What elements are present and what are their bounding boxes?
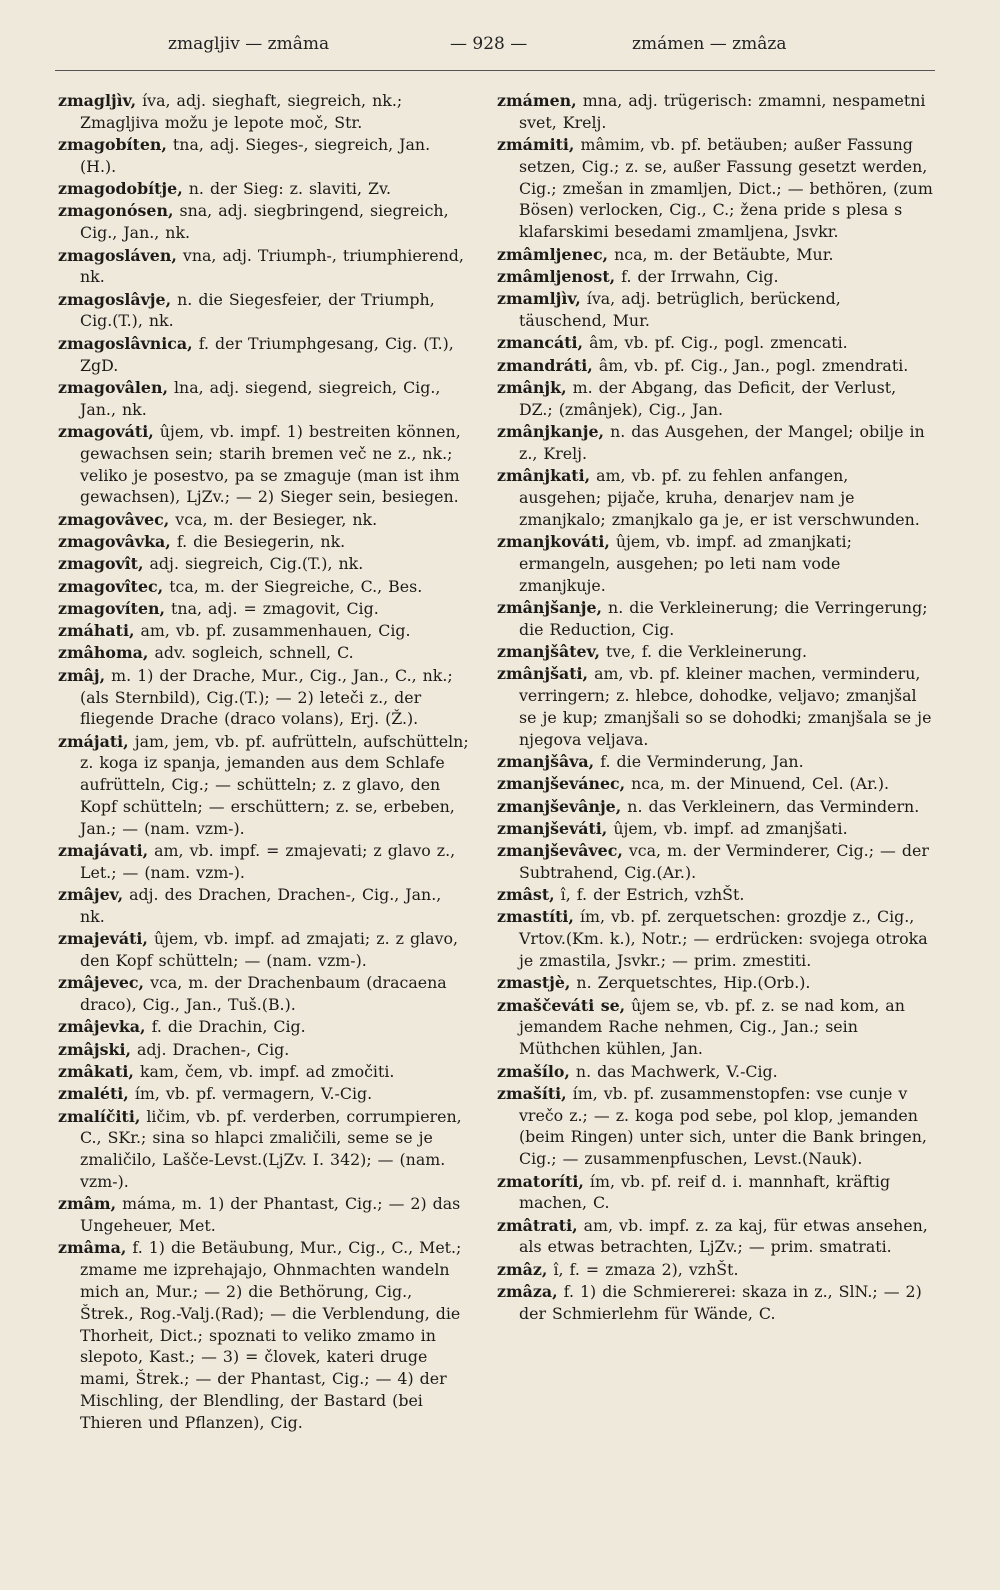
definition: âm, vb. pf. Cig., Jan., pogl. zmendrati. xyxy=(598,355,909,375)
dictionary-entry xyxy=(497,266,933,288)
headword: zmânjkati, xyxy=(497,466,591,486)
dictionary-entry xyxy=(58,1039,470,1061)
headword: zmajávati, xyxy=(58,841,149,861)
dictionary-entry xyxy=(497,818,933,840)
left-column xyxy=(58,90,470,1434)
dictionary-entry xyxy=(58,731,470,840)
definition: n. Zerquetschtes, Hip.(Orb.). xyxy=(576,973,811,993)
definition: vna, adj. Triumph-, triumphierend, nk. xyxy=(80,245,464,287)
dictionary-entry xyxy=(58,134,470,178)
dictionary-entry xyxy=(58,642,470,664)
dictionary-entry xyxy=(58,598,470,620)
headword: zmâj, xyxy=(58,665,106,685)
dictionary-entry xyxy=(58,1237,470,1433)
headword: zmânjšati, xyxy=(497,664,589,684)
dictionary-entry xyxy=(58,620,470,642)
dictionary-entry xyxy=(497,1281,933,1325)
headword: zmâjevec, xyxy=(58,973,145,993)
headword: zmaléti, xyxy=(58,1084,129,1104)
definition: n. das Ausgehen, der Mangel; obilje in z., Krelj. xyxy=(519,421,925,463)
dictionary-entry xyxy=(497,421,933,465)
headword: zmáhati, xyxy=(58,621,135,641)
headword: zmânjšanje, xyxy=(497,597,603,617)
headword: zmâjevka, xyxy=(58,1017,146,1037)
definition: ím, vb. pf. reif d. i. mannhaft, kräftig machen, C. xyxy=(519,1171,891,1213)
definition: f. 1) die Betäubung, Mur., Cig., C., Met.; zmame me izprehajajo, Ohnmachten wandeln mich an, Mur.; — 2) die Bethörung, Cig., Štrek., Rog.-Valj.(Rad); — die Verblendung, die Thorheit, Dict.; spoznati to veliko zmamo in slepoto, Kast.; — 3) = človek, kateri druge mami, Štrek.; — der Phantast, Cig.; — 4) der Mischling, der Blendling, der Bastard (bei Thieren und Pflanzen), Cig. xyxy=(80,1238,462,1432)
definition: am, vb. pf. zu fehlen anfangen, ausgehen; pijače, kruha, denarjev nam je zmanjkalo; zmanjkalo ga je, er ist verschwunden. xyxy=(519,466,920,529)
headword: zmânjkanje, xyxy=(497,421,605,441)
definition: ûjem, vb. impf. ad zmanjšati. xyxy=(613,818,848,838)
headword: zmagovît, xyxy=(58,554,144,574)
definition: ím, vb. pf. vermagern, V.-Cig. xyxy=(134,1084,373,1104)
definition: m. der Abgang, das Deficit, der Verlust, DZ.; (zmânjek), Cig., Jan. xyxy=(519,377,897,419)
headword: zmamljìv, xyxy=(497,289,581,309)
definition: f. die Verminderung, Jan. xyxy=(600,751,804,771)
definition: nca, m. der Betäubte, Mur. xyxy=(614,244,834,264)
definition: âm, vb. pf. Cig., pogl. zmencati. xyxy=(589,333,848,353)
headword: zmâza, xyxy=(497,1282,558,1302)
headword: zmâkati, xyxy=(58,1062,134,1082)
dictionary-entry xyxy=(497,531,933,596)
headword: zmagoslâvnica, xyxy=(58,333,193,353)
definition: î, f. der Estrich, vzhŠt. xyxy=(560,885,745,905)
headword: zmâm, xyxy=(58,1194,117,1214)
headword: zmatoríti, xyxy=(497,1171,584,1191)
definition: adj. siegreich, Cig.(T.), nk. xyxy=(149,554,364,574)
header-rule xyxy=(55,70,935,71)
headword: zmagovîtec, xyxy=(58,576,164,596)
definition: mâmim, vb. pf. betäuben; außer Fassung setzen, Cig.; z. se, außer Fassung gesetzt werden, Cig.; zmešan in zmamljen, Dict.; — bethören, (zum Bösen) verlocken, Cig., C.; žena pride s plesa s klafarskimi besedami zmamljena, Jsvkr. xyxy=(519,135,933,242)
headword: zmaščeváti se, xyxy=(497,995,626,1015)
dictionary-entry xyxy=(58,928,470,972)
headword: zmámen, xyxy=(497,91,577,110)
running-header xyxy=(0,30,1000,62)
dictionary-entry xyxy=(58,1016,470,1038)
dictionary-entry xyxy=(497,972,933,994)
dictionary-entry xyxy=(497,751,933,773)
dictionary-entry xyxy=(497,796,933,818)
definition: am, vb. pf. zusammenhauen, Cig. xyxy=(140,621,411,641)
headword: zmagovíten, xyxy=(58,598,166,618)
headword: zmagodobítje, xyxy=(58,179,183,199)
definition: ûjem, vb. impf. ad zmajati; z. z glavo, den Kopf schütteln; — (nam. vzm-). xyxy=(80,929,459,971)
headword: zmagosláven, xyxy=(58,245,177,265)
definition: vca, m. der Besieger, nk. xyxy=(175,509,378,529)
dictionary-entry xyxy=(497,90,933,134)
definition: tca, m. der Siegreiche, C., Bes. xyxy=(169,576,423,596)
dictionary-entry xyxy=(58,200,470,244)
headword: zmagobíten, xyxy=(58,135,167,155)
definition: vca, m. der Drachenbaum (dracaena draco), Cig., Jan., Tuš.(B.). xyxy=(80,973,447,1015)
headword: zmâma, xyxy=(58,1238,127,1258)
definition: am, vb. impf. z. za kaj, für etwas ansehen, als etwas betrachten, LjZv.; — prim. smatrati. xyxy=(519,1215,928,1257)
dictionary-entry xyxy=(58,1061,470,1083)
definition: f. 1) die Schmiererei: skaza in z., SlN.; — 2) der Schmierlehm für Wände, C. xyxy=(519,1282,922,1323)
dictionary-entry xyxy=(58,884,470,928)
dictionary-entry xyxy=(497,332,933,354)
definition: f. der Triumphgesang, Cig. (T.), ZgD. xyxy=(80,333,454,375)
dictionary-entry xyxy=(58,245,470,289)
headword: zmašíti, xyxy=(497,1083,567,1103)
headword: zmâmljenost, xyxy=(497,266,616,286)
definition: n. die Verkleinerung; die Verringerung; die Reduction, Cig. xyxy=(519,597,928,639)
dictionary-entry xyxy=(497,1061,933,1083)
dictionary-entry xyxy=(58,665,470,730)
headword: zmanjševánec, xyxy=(497,774,626,794)
headword: zmanjšâva, xyxy=(497,751,595,771)
headword: zmagoslâvje, xyxy=(58,289,172,309)
definition: î, f. = zmaza 2), vzhŠt. xyxy=(553,1259,739,1279)
definition: adj. Drachen-, Cig. xyxy=(137,1039,290,1059)
definition: am, vb. pf. kleiner machen, verminderu, verringern; z. hlebce, dohodke, veljavo; zmanjšal se je kup; zmanjšali so se dohodki; zmanjšala se je njegova veljava. xyxy=(519,664,932,749)
headword: zmagonósen, xyxy=(58,201,174,221)
definition: ûjem, vb. impf. ad zmanjkati; ermangeln, ausgehen; po leti nam vode zmanjkuje. xyxy=(519,531,852,595)
headword: zmanjševâvec, xyxy=(497,841,623,861)
headword: zmámiti, xyxy=(497,135,575,155)
definition: máma, m. 1) der Phantast, Cig.; — 2) das Ungeheuer, Met. xyxy=(80,1194,461,1236)
headword: zmâmljenec, xyxy=(497,244,609,264)
headword: zmagljìv, xyxy=(58,91,137,110)
dictionary-entry xyxy=(58,531,470,553)
headword: zmalíčiti, xyxy=(58,1106,141,1126)
dictionary-entry xyxy=(58,840,470,884)
dictionary-entry xyxy=(497,663,933,750)
dictionary-entry xyxy=(58,289,470,333)
dictionary-entry xyxy=(497,355,933,377)
dictionary-entry xyxy=(58,1106,470,1193)
definition: adj. des Drachen, Drachen-, Cig., Jan., nk. xyxy=(80,885,442,926)
definition: adv. sogleich, schnell, C. xyxy=(154,643,354,663)
dictionary-entry xyxy=(58,421,470,508)
definition: ûjem, vb. impf. 1) bestreiten können, gewachsen sein; starih bremen več ne z., nk.; veliko je posestvo, pa se zmaguje (man ist ihm gewachsen), LjZv.; — 2) Sieger sein, besiegen. xyxy=(80,421,461,507)
headword: zmanjkováti, xyxy=(497,531,610,551)
headword: zmânjk, xyxy=(497,377,567,397)
dictionary-entry xyxy=(497,1083,933,1170)
headword: zmanjševáti, xyxy=(497,818,608,838)
headword: zmašílo, xyxy=(497,1061,570,1081)
definition: n. der Sieg: z. slaviti, Zv. xyxy=(188,179,392,199)
definition: jam, jem, vb. pf. aufrütteln, aufschütteln; z. koga iz spanja, jemanden aus dem Schlafe aufrütteln, Cig.; — schütteln; z. z glavo, den Kopf schütteln; — erschüttern; z. se, erbeben, Jan.; — (nam. vzm-). xyxy=(80,731,469,838)
definition: lna, adj. siegend, siegreich, Cig., Jan., nk. xyxy=(80,377,441,419)
header-left-guide-words: zmagljiv — zmâma xyxy=(168,34,330,54)
dictionary-entry xyxy=(497,1259,933,1281)
right-column xyxy=(497,90,933,1325)
definition: ličim, vb. pf. verderben, corrumpieren, C., SKr.; sina so hlapci zmaličili, seme se je zmaličilo, Lašče-Levst.(LjZv. I. 342); — (nam. vzm-). xyxy=(80,1106,462,1192)
definition: m. 1) der Drache, Mur., Cig., Jan., C., nk.; (als Sternbild), Cig.(T.); — 2) leteči z., der fliegende Drache (draco volans), Erj. (Ž.). xyxy=(80,665,453,729)
dictionary-entry xyxy=(497,840,933,884)
definition: íva, adj. sieghaft, siegreich, nk.; Zmagljiva možu je lepote moč, Str. xyxy=(80,91,403,132)
dictionary-entry xyxy=(58,509,470,531)
definition: ûjem se, vb. pf. z. se nad kom, an jemandem Rache nehmen, Cig., Jan.; sein Müthchen kühlen, Jan. xyxy=(519,995,905,1059)
dictionary-entry xyxy=(58,576,470,598)
definition: am, vb. impf. = zmajevati; z glavo z., Let.; — (nam. vzm-). xyxy=(80,841,456,882)
headword: zmandráti, xyxy=(497,355,593,375)
definition: f. die Besiegerin, nk. xyxy=(176,531,346,551)
dictionary-entry xyxy=(58,333,470,377)
headword: zmagováti, xyxy=(58,421,154,441)
definition: ím, vb. pf. zerquetschen: grozdje z., Cig., Vrtov.(Km. k.), Notr.; — erdrücken: svojega otroka je zmastila, Jsvkr.; — prim. zmestiti. xyxy=(519,907,928,971)
definition: f. die Drachin, Cig. xyxy=(151,1017,306,1037)
definition: nca, m. der Minuend, Cel. (Ar.). xyxy=(631,774,890,794)
headword: zmagovâlen, xyxy=(58,377,168,397)
dictionary-entry xyxy=(497,134,933,243)
dictionary-entry xyxy=(58,377,470,421)
headword: zmajeváti, xyxy=(58,929,148,949)
dictionary-entry xyxy=(497,641,933,663)
headword: zmájati, xyxy=(58,731,129,751)
definition: tna, adj. Sieges-, siegreich, Jan. (H.). xyxy=(80,135,431,176)
dictionary-entry xyxy=(497,288,933,332)
headword: zmagovâvka, xyxy=(58,531,171,551)
definition: kam, čem, vb. impf. ad zmočiti. xyxy=(139,1062,395,1082)
headword: zmanjševânje, xyxy=(497,796,622,816)
definition: f. der Irrwahn, Cig. xyxy=(621,266,779,286)
dictionary-entry xyxy=(497,465,933,530)
definition: mna, adj. trügerisch: zmamni, nespametni svet, Krelj. xyxy=(519,91,926,132)
dictionary-entry xyxy=(497,244,933,266)
headword: zmâz, xyxy=(497,1259,548,1279)
headword: zmagovâvec, xyxy=(58,509,170,529)
dictionary-entry xyxy=(497,597,933,641)
dictionary-entry xyxy=(58,178,470,200)
headword: zmâtrati, xyxy=(497,1215,578,1235)
header-right-guide-words: zmámen — zmâza xyxy=(632,34,787,54)
headword: zmâjev, xyxy=(58,885,124,905)
dictionary-entry xyxy=(497,377,933,421)
headword: zmâjski, xyxy=(58,1039,131,1059)
definition: vca, m. der Verminderer, Cig.; — der Subtrahend, Cig.(Ar.). xyxy=(519,841,929,882)
headword: zmâst, xyxy=(497,885,555,905)
definition: n. die Siegesfeier, der Triumph, Cig.(T.), nk. xyxy=(80,289,435,331)
dictionary-entry xyxy=(497,1215,933,1259)
dictionary-entry xyxy=(497,995,933,1060)
dictionary-entry xyxy=(497,1171,933,1215)
definition: íva, adj. betrüglich, berückend, täuschend, Mur. xyxy=(519,289,841,330)
dictionary-entry xyxy=(58,90,470,134)
headword: zmanjšâtev, xyxy=(497,641,600,661)
dictionary-entry xyxy=(58,972,470,1016)
definition: sna, adj. siegbringend, siegreich, Cig., Jan., nk. xyxy=(80,201,449,243)
dictionary-entry xyxy=(58,1083,470,1105)
dictionary-entry xyxy=(497,906,933,971)
dictionary-entry xyxy=(497,773,933,795)
dictionary-entry xyxy=(58,1193,470,1237)
dictionary-entry xyxy=(58,553,470,575)
dictionary-entry xyxy=(497,884,933,906)
headword: zmancáti, xyxy=(497,333,584,353)
definition: n. das Machwerk, V.-Cig. xyxy=(575,1061,778,1081)
definition: tna, adj. = zmagovit, Cig. xyxy=(171,598,379,618)
page-number: — 928 — xyxy=(450,34,528,54)
definition: tve, f. die Verkleinerung. xyxy=(606,641,807,661)
headword: zmastjè, xyxy=(497,973,571,993)
definition: n. das Verkleinern, das Vermindern. xyxy=(627,796,920,816)
headword: zmâhoma, xyxy=(58,643,149,663)
headword: zmastíti, xyxy=(497,907,574,927)
definition: ím, vb. pf. zusammenstopfen: vse cunje v vrečo z.; — z. koga pod sebe, pol klop, jemanden (beim Ringen) unter sich, unter die Bank bringen, Cig.; — zusammenpfuschen, Levst.(Nauk). xyxy=(519,1083,927,1169)
